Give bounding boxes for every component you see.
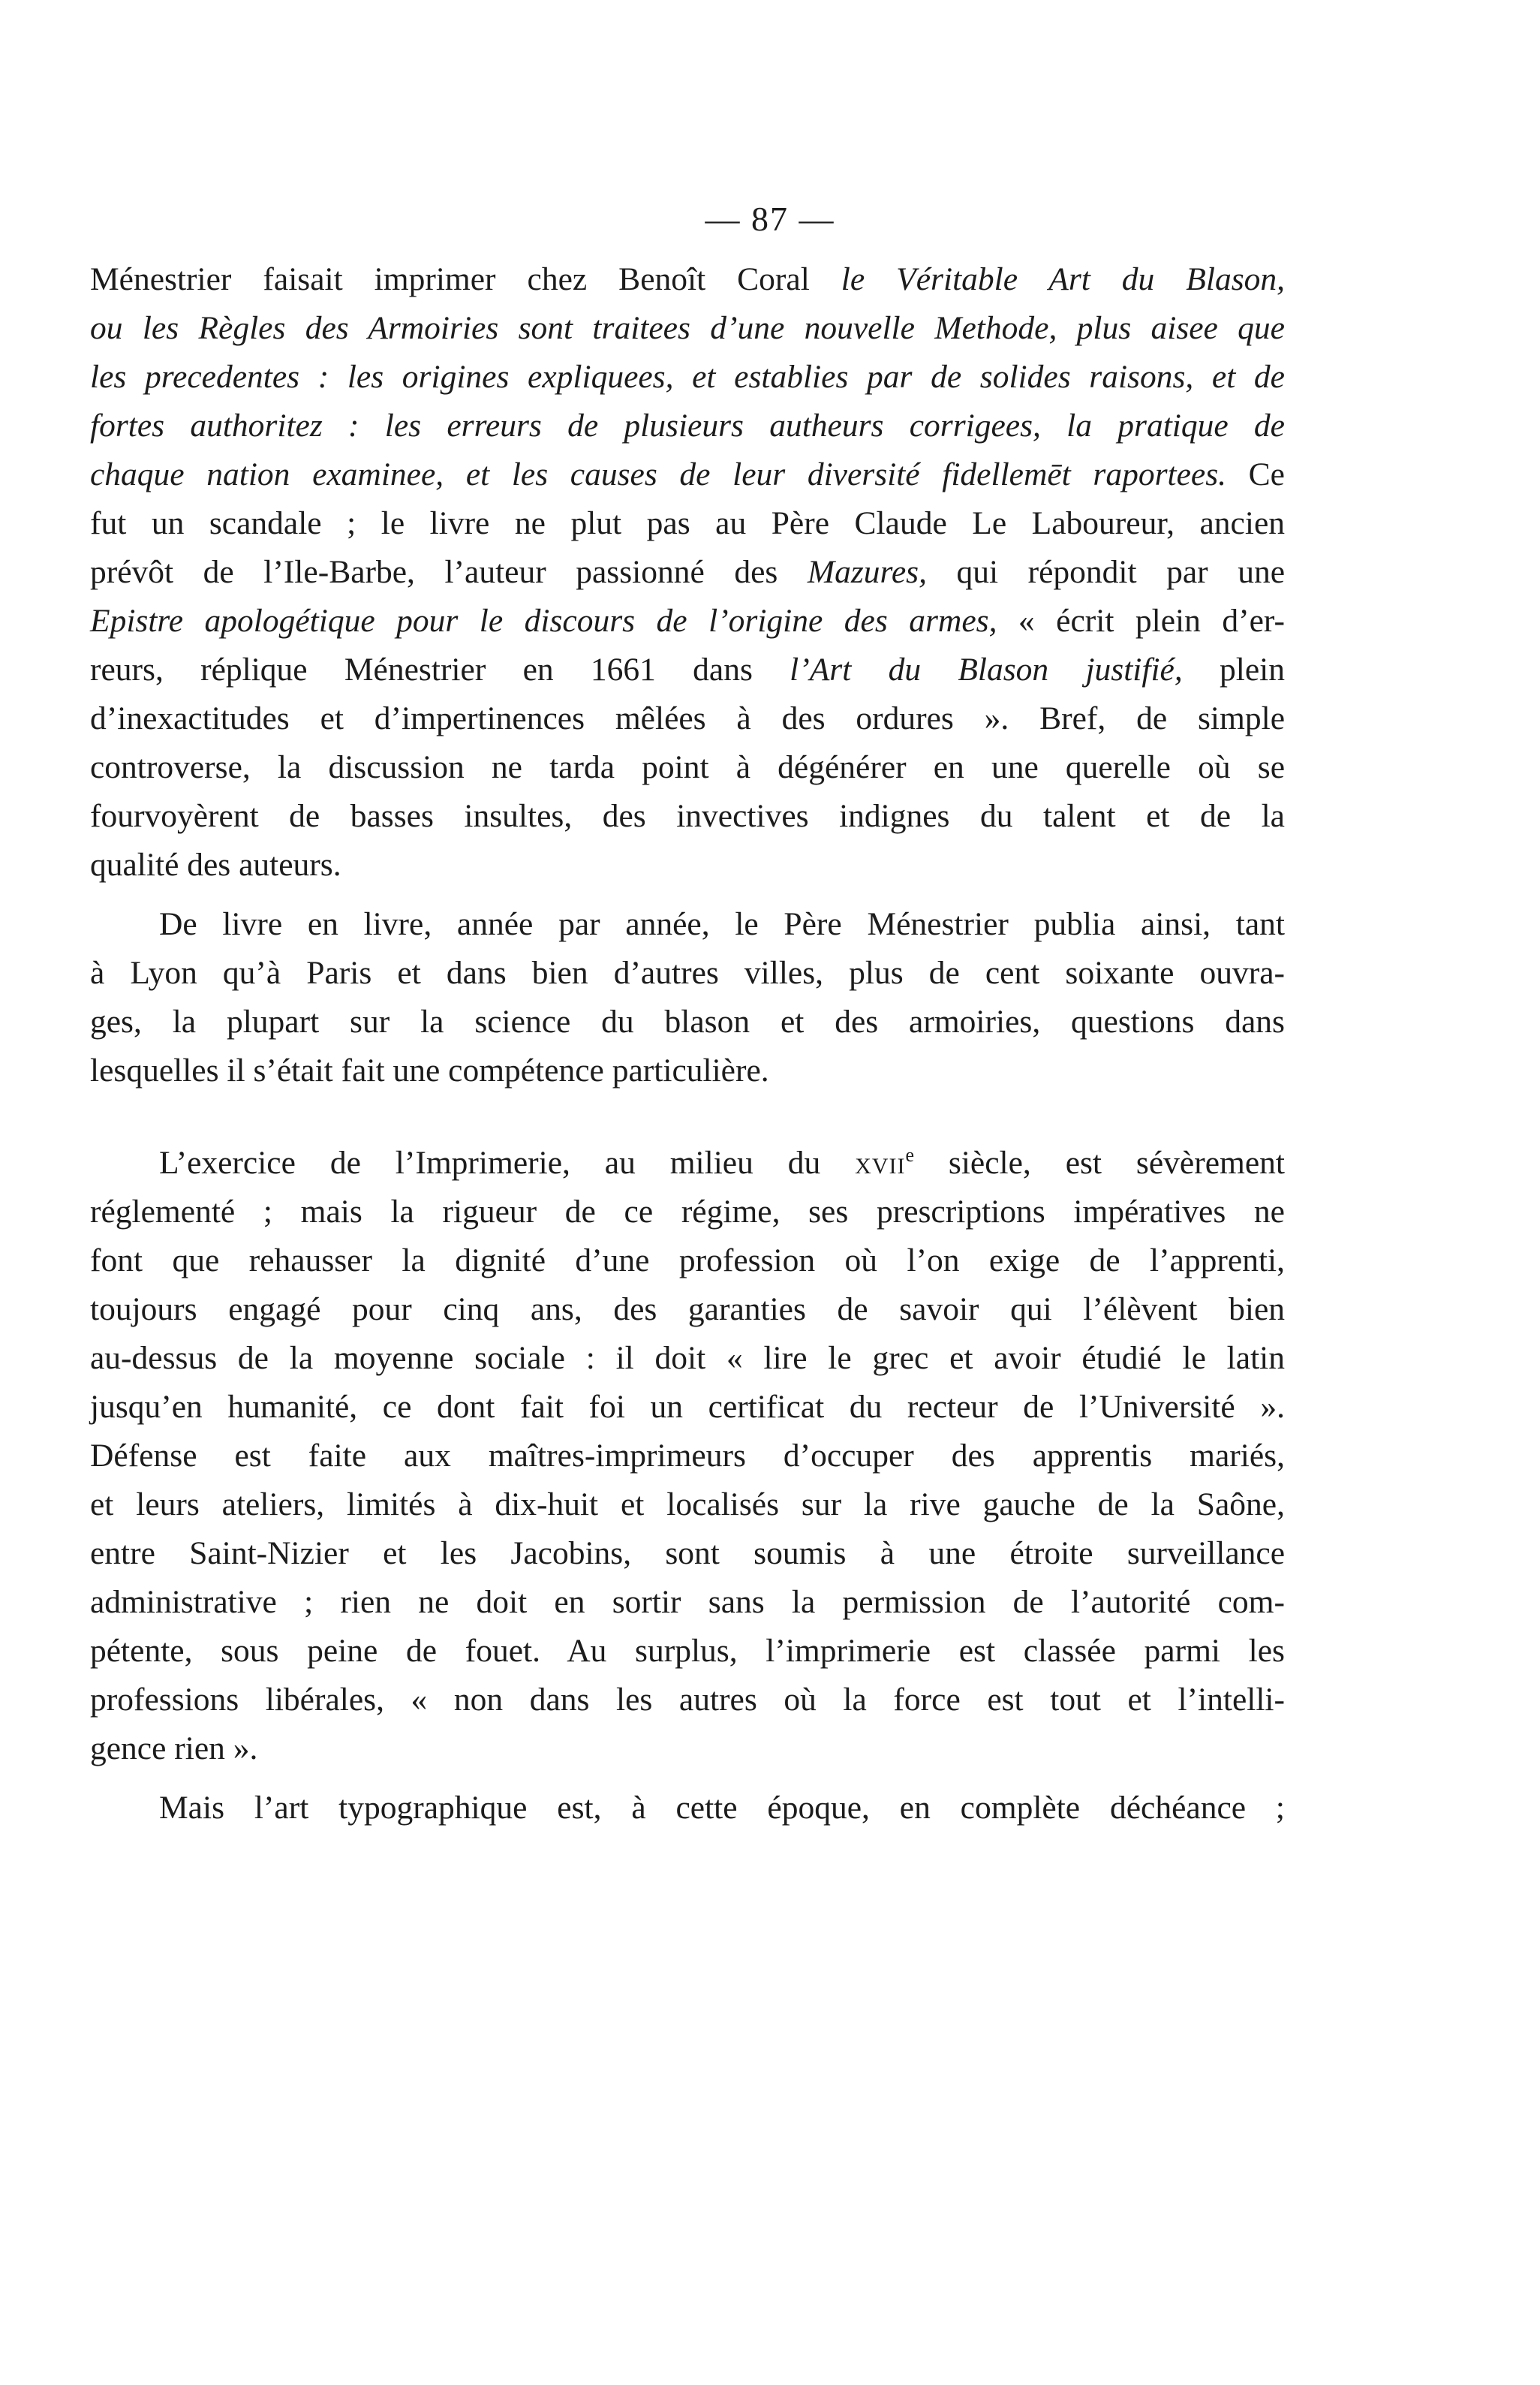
text-line: pétente, sous peine de fouet. Au surplus, l’imprimerie est classée parmi les (90, 1633, 1285, 1669)
text-line: ou les Règles des Armoiries sont traitees d’une nouvelle Methode, plus aisee que (90, 310, 1285, 346)
text-line: reurs, réplique Ménestrier en 1661 dans l’Art du Blason justifié, plein (90, 652, 1285, 688)
text-line: De livre en livre, année par année, le Père Ménestrier publia ainsi, tant (159, 906, 1285, 942)
book-title: Mazures, (807, 554, 927, 590)
century-numeral: xvii (855, 1145, 906, 1181)
book-title: l’Art du Blason justifié, (790, 652, 1183, 688)
text-line: Défense est faite aux maîtres-imprimeurs d’occuper des apprentis mariés, (90, 1438, 1285, 1474)
text-line: et leurs ateliers, limités à dix-huit et localisés sur la rive gauche de la Saône, (90, 1486, 1285, 1522)
body-text (90, 255, 1285, 1832)
text-line: jusqu’en humanité, ce dont fait foi un certificat du recteur de l’Université ». (90, 1389, 1285, 1425)
text-line: d’inexactitudes et d’impertinences mêlées à des ordures ». Bref, de simple (90, 700, 1285, 736)
text-line: à Lyon qu’à Paris et dans bien d’autres villes, plus de cent soixante ouvra- (90, 955, 1285, 991)
book-title: Epistre apologétique pour le discours de l’origine des armes, (90, 603, 997, 639)
text-line: ges, la plupart sur la science du blason et des armoiries, questions dans (90, 1004, 1285, 1040)
text-line: prévôt de l’Ile-Barbe, l’auteur passionné des Mazures, qui répondit par une (90, 554, 1286, 590)
text-line: gence rien ». (90, 1730, 258, 1766)
text-line: Epistre apologétique pour le discours de l’origine des armes, « écrit plein d’er- (90, 603, 1285, 639)
page-number: — 87 — (705, 200, 835, 238)
text-line: fourvoyèrent de basses insultes, des invectives indignes du talent et de la (90, 798, 1285, 834)
text-line: fut un scandale ; le livre ne plut pas au Père Claude Le Laboureur, ancien (90, 505, 1285, 541)
text-line: chaque nation examinee, et les causes de leur diversité fidellemēt raportees. Ce (90, 456, 1285, 492)
text-line: controverse, la discussion ne tarda point à dégénérer en une querelle où se (90, 749, 1285, 785)
text-line: lesquelles il s’était fait une compétence particulière. (90, 1052, 769, 1089)
text-line: entre Saint-Nizier et les Jacobins, sont soumis à une étroite surveillance (90, 1535, 1285, 1571)
paragraph-1 (90, 255, 1285, 890)
text-line: Ménestrier faisait imprimer chez Benoît Coral le Véritable Art du Blason, (90, 261, 1286, 297)
text-line: font que rehausser la dignité d’une profession où l’on exige de l’apprenti, (90, 1242, 1285, 1278)
paragraph-3 (90, 1139, 1285, 1773)
text-line: qualité des auteurs. (90, 847, 341, 883)
text-line: L’exercice de l’Imprimerie, au milieu du xvii$^e$ siècle, est sévèrement (159, 1144, 1285, 1181)
paragraph-4 (90, 1784, 1285, 1832)
paragraph-2 (90, 900, 1285, 1095)
text-line: les precedentes : les origines expliquees, et establies par de solides raisons, et de (90, 359, 1285, 395)
text-line: fortes authoritez : les erreurs de plusieurs autheurs corrigees, la pratique de (90, 408, 1285, 444)
section-spacer (90, 1095, 1285, 1139)
text-line: réglementé ; mais la rigueur de ce régime, ses prescriptions impératives ne (90, 1194, 1285, 1230)
book-title: le Véritable Art du Blason, (841, 261, 1286, 297)
paragraph-spacer (90, 1773, 1285, 1784)
text-line: toujours engagé pour cinq ans, des garanties de savoir qui l’élèvent bien (90, 1291, 1285, 1327)
text-line: au-dessus de la moyenne sociale : il doit « lire le grec et avoir étudié le latin (90, 1340, 1285, 1376)
text-line: Mais l’art typographique est, à cette époque, en complète déchéance ; (159, 1790, 1285, 1826)
text-line: professions libérales, « non dans les autres où la force est tout et l’intelli- (90, 1682, 1285, 1718)
paragraph-spacer (90, 890, 1285, 900)
text-line: administrative ; rien ne doit en sortir sans la permission de l’autorité com- (90, 1584, 1285, 1620)
ordinal-superscript: e (905, 1144, 915, 1166)
